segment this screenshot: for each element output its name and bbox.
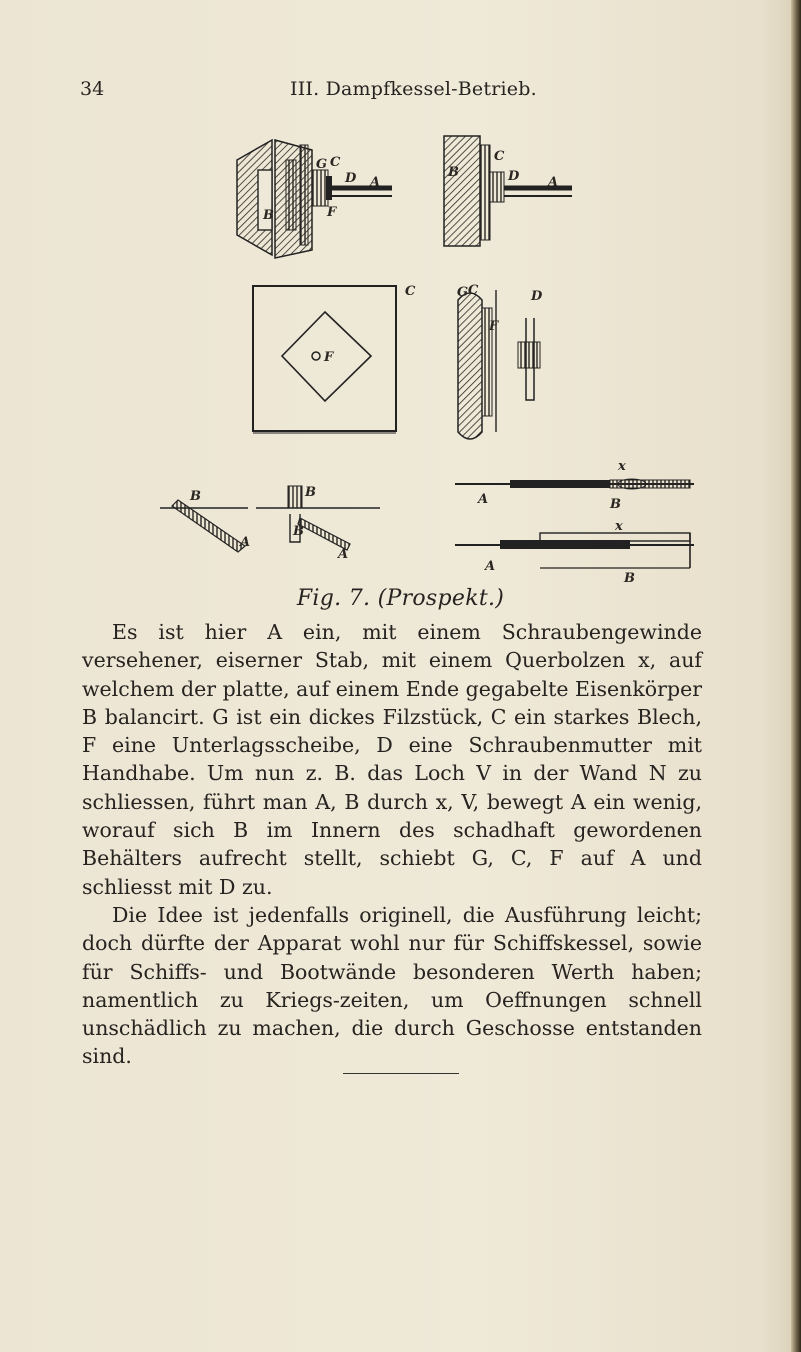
section-rule	[343, 1073, 459, 1074]
svg-text:D: D	[531, 289, 543, 304]
page-number: 34	[80, 78, 105, 100]
disc-assembly-side	[457, 283, 543, 439]
rod-diagram-right	[455, 459, 694, 586]
svg-text:F: F	[327, 205, 337, 220]
svg-text:B: B	[263, 208, 274, 223]
svg-text:A: A	[478, 492, 489, 507]
svg-text:B: B	[293, 524, 304, 539]
svg-text:A: A	[548, 175, 559, 190]
paragraph: Die Idee ist jedenfalls originell, die Ausführung leicht; doch dürfte der Apparat wohl nur für Schiffskessel, sowie für Schiffs- und Bootwände besonderen Werth haben; namentlich zu Kriegs-zeiten, um Oeffnungen schnell unschädlich zu machen, die durch Geschosse entstanden sind.	[82, 902, 702, 1069]
rod-diagram-middle	[256, 485, 380, 562]
svg-text:G: G	[457, 285, 469, 300]
svg-text:C: C	[468, 283, 479, 298]
svg-text:F: F	[324, 350, 334, 365]
svg-text:B: B	[610, 497, 621, 512]
svg-text:B: B	[190, 489, 201, 504]
figure-7-illustration	[0, 0, 801, 600]
svg-text:B: B	[448, 165, 459, 180]
body-text	[82, 618, 702, 1071]
assembly-top-left	[237, 140, 392, 258]
running-title: III. Dampfkessel-Betrieb.	[290, 78, 537, 100]
svg-text:A: A	[338, 547, 349, 562]
rod-diagram-left	[160, 489, 250, 552]
svg-text:B: B	[305, 485, 316, 500]
svg-text:G: G	[316, 157, 328, 172]
svg-text:x: x	[615, 519, 623, 534]
svg-text:A: A	[485, 559, 496, 574]
svg-text:D: D	[508, 169, 520, 184]
figure-caption: Fig. 7. (Prospekt.)	[296, 586, 505, 611]
svg-text:C: C	[405, 284, 416, 299]
svg-text:F: F	[489, 319, 499, 334]
square-with-diamond	[253, 284, 416, 433]
paragraph: Es ist hier A ein, mit einem Schraubengewinde versehener, eiserner Stab, mit einem Querbolzen x, auf welchem der platte, auf einem Ende gegabelte Eisenkörper B balancirt. G ist ein dickes Filzstück, C ein starkes Blech, F eine Unterlagsscheibe, D eine Schraubenmutter mit Handhabe. Um nun z. B. das Loch V in der Wand N zu schliessen, führt man A, B durch x, V, bewegt A ein wenig, worauf sich B im Innern des schadhaft gewordenen Behälters aufrecht stellt, schiebt G, C, F auf A und schliesst mit D zu.	[82, 620, 702, 899]
svg-text:x: x	[618, 459, 626, 474]
svg-text:D: D	[345, 171, 357, 186]
svg-text:C: C	[494, 149, 505, 164]
assembly-top-right	[444, 136, 572, 246]
svg-text:A: A	[240, 535, 251, 550]
svg-text:B: B	[624, 571, 635, 586]
svg-text:C: C	[330, 155, 341, 170]
svg-text:A: A	[370, 175, 381, 190]
